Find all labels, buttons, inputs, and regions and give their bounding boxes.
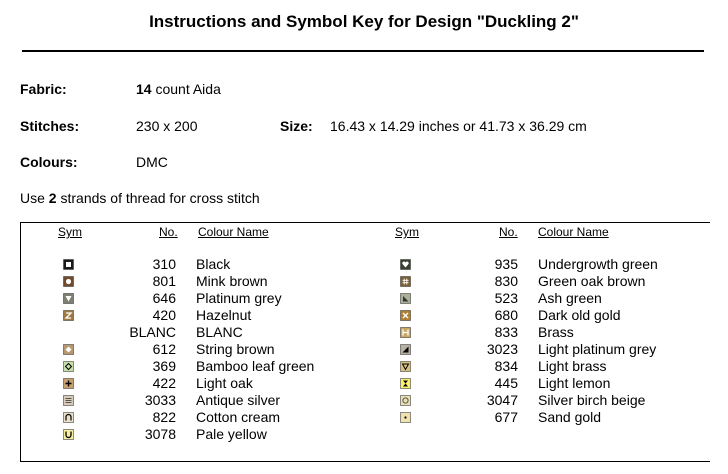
colours-value: DMC <box>136 154 168 170</box>
colour-number: 830 <box>494 273 518 289</box>
colour-name: Cotton cream <box>196 409 281 425</box>
key-row-right <box>21 273 710 290</box>
colour-number: 310 <box>152 256 176 272</box>
colour-number: 445 <box>494 375 518 391</box>
hourglass-icon <box>400 378 411 389</box>
fabric-label: Fabric: <box>20 81 67 97</box>
colour-name: BLANC <box>196 324 243 340</box>
key-row-left <box>21 426 710 443</box>
colour-number: 680 <box>494 307 518 323</box>
strands-pre: Use <box>20 190 49 206</box>
h-letter-icon <box>400 327 411 338</box>
key-row-right <box>21 341 710 358</box>
colour-number: 646 <box>152 290 176 306</box>
fabric-value <box>136 81 221 97</box>
page-title: Instructions and Symbol Key for Design "Duckling 2" <box>149 12 579 31</box>
fabric-type: count Aida <box>151 81 221 97</box>
key-row-right <box>21 256 710 273</box>
stitches-value: 230 x 200 <box>136 118 198 134</box>
colour-number: 3023 <box>486 341 518 357</box>
strands-instruction <box>20 190 260 206</box>
key-row-right <box>21 375 710 392</box>
header-name-left: Colour Name <box>198 225 269 239</box>
key-row-right <box>21 392 710 409</box>
key-row-right <box>21 358 710 375</box>
header-no-left: No. <box>159 225 178 239</box>
colour-number: 801 <box>152 273 176 289</box>
colour-name: Pale yellow <box>196 426 267 442</box>
colour-number: BLANC <box>129 324 176 340</box>
header-sym-left: Sym <box>58 225 82 239</box>
colour-number: 935 <box>494 256 518 272</box>
colour-number: 3078 <box>144 426 176 442</box>
colour-name: Green oak brown <box>538 273 646 289</box>
header-name-right: Colour Name <box>538 225 609 239</box>
header-sym-right: Sym <box>395 225 419 239</box>
key-row-right <box>21 307 710 324</box>
colour-name: Black <box>196 256 231 272</box>
colour-name: Hazelnut <box>196 307 252 323</box>
colour-name: Dark old gold <box>538 307 621 323</box>
u-letter-icon <box>63 429 74 440</box>
colour-number: 420 <box>152 307 176 323</box>
strands-count: 2 <box>48 190 57 206</box>
key-row-right <box>21 324 710 341</box>
ring-icon <box>400 395 411 406</box>
fabric-count: 14 <box>136 81 152 97</box>
colour-name: Antique silver <box>196 392 281 408</box>
colour-number: 3033 <box>144 392 176 408</box>
colour-name: Silver birch beige <box>538 392 646 408</box>
colour-name: Light oak <box>196 375 253 391</box>
colour-name: Ash green <box>538 290 602 306</box>
colour-name: Sand gold <box>538 409 602 425</box>
dot-icon <box>400 412 411 423</box>
colour-name: Undergrowth green <box>538 256 658 272</box>
colour-name: Light lemon <box>538 375 611 391</box>
key-row-right <box>21 409 710 426</box>
key-row-right <box>21 290 710 307</box>
colour-name: Light brass <box>538 358 607 374</box>
colour-number: 833 <box>494 324 518 340</box>
size-label: Size: <box>280 118 313 134</box>
colour-number: 822 <box>152 409 176 425</box>
colour-number: 523 <box>494 290 518 306</box>
colours-label: Colours: <box>20 154 78 170</box>
colour-number: 369 <box>152 358 176 374</box>
triangle-corner-icon <box>400 293 411 304</box>
colour-name: String brown <box>196 341 275 357</box>
colour-name: Light platinum grey <box>538 341 657 357</box>
colour-number: 834 <box>494 358 518 374</box>
colour-number: 677 <box>494 409 518 425</box>
half-triangle-icon <box>400 344 411 355</box>
colour-name: Brass <box>538 324 574 340</box>
heart-icon <box>400 259 411 270</box>
x-icon <box>400 310 411 321</box>
header-no-right: No. <box>499 225 518 239</box>
colour-name: Mink brown <box>196 273 268 289</box>
colour-name: Bamboo leaf green <box>196 358 315 374</box>
colour-number: 3047 <box>486 392 518 408</box>
size-value: 16.43 x 14.29 inches or 41.73 x 36.29 cm <box>330 118 587 134</box>
symbol-key-table <box>20 222 710 462</box>
stitches-label: Stitches: <box>20 118 80 134</box>
strands-post: strands of thread for cross stitch <box>56 190 260 206</box>
colour-name: Platinum grey <box>196 290 282 306</box>
hash-icon <box>400 276 411 287</box>
colour-number: 612 <box>152 341 176 357</box>
colour-number: 422 <box>152 375 176 391</box>
title-divider <box>22 50 704 52</box>
triangle-outline-icon <box>400 361 411 372</box>
